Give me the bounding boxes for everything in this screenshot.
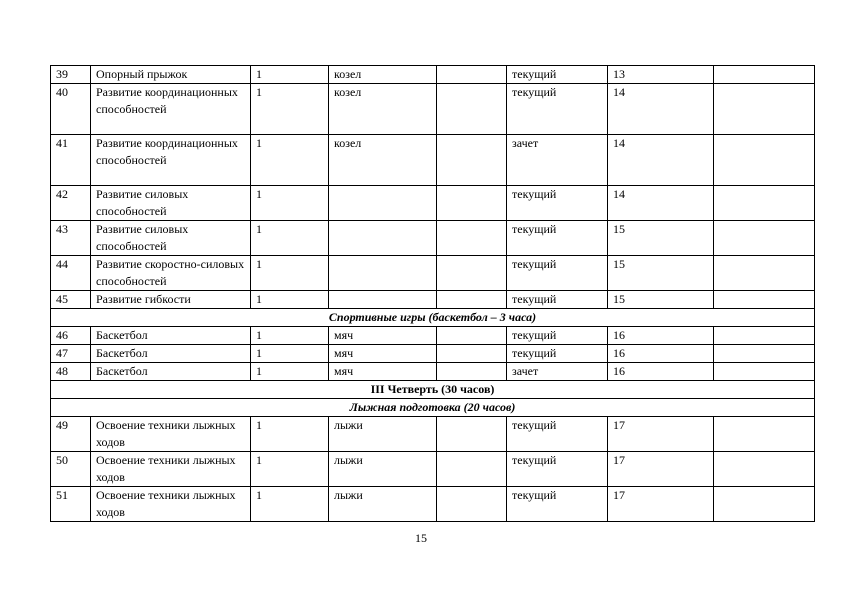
control-type-cell: текущий (507, 186, 608, 221)
note-cell (714, 135, 815, 186)
lesson-number-cell: 43 (51, 221, 91, 256)
equipment-cell: козел (329, 66, 437, 84)
blank-cell (437, 487, 507, 522)
note-cell (714, 186, 815, 221)
hours-cell: 1 (251, 66, 329, 84)
control-type-cell: зачет (507, 363, 608, 381)
lesson-topic-cell: Баскетбол (91, 363, 251, 381)
lesson-row (51, 327, 815, 345)
week-cell: 14 (608, 135, 714, 186)
hours-cell: 1 (251, 84, 329, 135)
hours-cell: 1 (251, 487, 329, 522)
equipment-cell: лыжи (329, 487, 437, 522)
note-cell (714, 221, 815, 256)
lesson-number-cell: 47 (51, 345, 91, 363)
hours-cell: 1 (251, 135, 329, 186)
control-type-cell: текущий (507, 452, 608, 487)
lesson-topic-cell: Баскетбол (91, 345, 251, 363)
lesson-number-cell: 45 (51, 291, 91, 309)
week-cell: 16 (608, 327, 714, 345)
note-cell (714, 84, 815, 135)
control-type-cell: текущий (507, 487, 608, 522)
hours-cell: 1 (251, 327, 329, 345)
blank-cell (437, 345, 507, 363)
week-cell: 16 (608, 345, 714, 363)
hours-cell: 1 (251, 291, 329, 309)
hours-cell: 1 (251, 221, 329, 256)
lesson-row (51, 487, 815, 522)
lesson-topic-cell: Развитие гибкости (91, 291, 251, 309)
blank-cell (437, 327, 507, 345)
week-cell: 15 (608, 256, 714, 291)
lesson-number-cell: 44 (51, 256, 91, 291)
lesson-row (51, 291, 815, 309)
blank-cell (437, 186, 507, 221)
equipment-cell (329, 221, 437, 256)
lesson-row (51, 221, 815, 256)
lesson-number-cell: 40 (51, 84, 91, 135)
control-type-cell: текущий (507, 256, 608, 291)
control-type-cell: текущий (507, 66, 608, 84)
lesson-topic-cell: Развитие скоростно-силовых способностей (91, 256, 251, 291)
section-header-title: III Четверть (30 часов) (51, 381, 815, 399)
lesson-row (51, 84, 815, 135)
lesson-row (51, 417, 815, 452)
lesson-row (51, 256, 815, 291)
lesson-topic-cell: Освоение техники лыжных ходов (91, 452, 251, 487)
lesson-topic-cell: Развитие силовых способностей (91, 186, 251, 221)
equipment-cell (329, 256, 437, 291)
control-type-cell: зачет (507, 135, 608, 186)
lesson-topic-cell: Освоение техники лыжных ходов (91, 417, 251, 452)
week-cell: 17 (608, 417, 714, 452)
week-cell: 17 (608, 452, 714, 487)
lesson-number-cell: 46 (51, 327, 91, 345)
blank-cell (437, 291, 507, 309)
week-cell: 16 (608, 363, 714, 381)
table-body (51, 66, 815, 522)
section-header-row (51, 309, 815, 327)
lesson-row (51, 66, 815, 84)
hours-cell: 1 (251, 186, 329, 221)
note-cell (714, 452, 815, 487)
section-header-row (51, 399, 815, 417)
note-cell (714, 345, 815, 363)
week-cell: 15 (608, 221, 714, 256)
blank-cell (437, 84, 507, 135)
lesson-number-cell: 50 (51, 452, 91, 487)
week-cell: 14 (608, 84, 714, 135)
week-cell: 14 (608, 186, 714, 221)
week-cell: 13 (608, 66, 714, 84)
control-type-cell: текущий (507, 327, 608, 345)
hours-cell: 1 (251, 256, 329, 291)
lesson-number-cell: 48 (51, 363, 91, 381)
lesson-row (51, 452, 815, 487)
control-type-cell: текущий (507, 84, 608, 135)
control-type-cell: текущий (507, 221, 608, 256)
lesson-number-cell: 51 (51, 487, 91, 522)
equipment-cell: мяч (329, 345, 437, 363)
lesson-topic-cell: Опорный прыжок (91, 66, 251, 84)
week-cell: 17 (608, 487, 714, 522)
blank-cell (437, 221, 507, 256)
blank-cell (437, 66, 507, 84)
equipment-cell: козел (329, 135, 437, 186)
equipment-cell: козел (329, 84, 437, 135)
lesson-row (51, 345, 815, 363)
equipment-cell: лыжи (329, 417, 437, 452)
lesson-row (51, 135, 815, 186)
hours-cell: 1 (251, 363, 329, 381)
lesson-topic-cell: Развитие координационных способностей (91, 135, 251, 186)
blank-cell (437, 363, 507, 381)
note-cell (714, 487, 815, 522)
control-type-cell: текущий (507, 417, 608, 452)
lesson-topic-cell: Освоение техники лыжных ходов (91, 487, 251, 522)
lesson-topic-cell: Развитие силовых способностей (91, 221, 251, 256)
note-cell (714, 66, 815, 84)
lesson-topic-cell: Баскетбол (91, 327, 251, 345)
lesson-number-cell: 39 (51, 66, 91, 84)
lesson-number-cell: 42 (51, 186, 91, 221)
note-cell (714, 327, 815, 345)
section-header-title: Спортивные игры (баскетбол – 3 часа) (51, 309, 815, 327)
note-cell (714, 256, 815, 291)
control-type-cell: текущий (507, 345, 608, 363)
blank-cell (437, 256, 507, 291)
equipment-cell: мяч (329, 327, 437, 345)
hours-cell: 1 (251, 417, 329, 452)
lesson-row (51, 363, 815, 381)
equipment-cell: лыжи (329, 452, 437, 487)
blank-cell (437, 417, 507, 452)
equipment-cell (329, 291, 437, 309)
week-cell: 15 (608, 291, 714, 309)
lesson-number-cell: 49 (51, 417, 91, 452)
control-type-cell: текущий (507, 291, 608, 309)
hours-cell: 1 (251, 452, 329, 487)
equipment-cell: мяч (329, 363, 437, 381)
section-header-row (51, 381, 815, 399)
equipment-cell (329, 186, 437, 221)
lesson-number-cell: 41 (51, 135, 91, 186)
note-cell (714, 363, 815, 381)
section-header-title: Лыжная подготовка (20 часов) (51, 399, 815, 417)
note-cell (714, 417, 815, 452)
blank-cell (437, 135, 507, 186)
lesson-row (51, 186, 815, 221)
lesson-plan-table (50, 65, 815, 522)
note-cell (714, 291, 815, 309)
lesson-topic-cell: Развитие координационных способностей (91, 84, 251, 135)
page-number: 15 (415, 531, 427, 545)
blank-cell (437, 452, 507, 487)
hours-cell: 1 (251, 345, 329, 363)
